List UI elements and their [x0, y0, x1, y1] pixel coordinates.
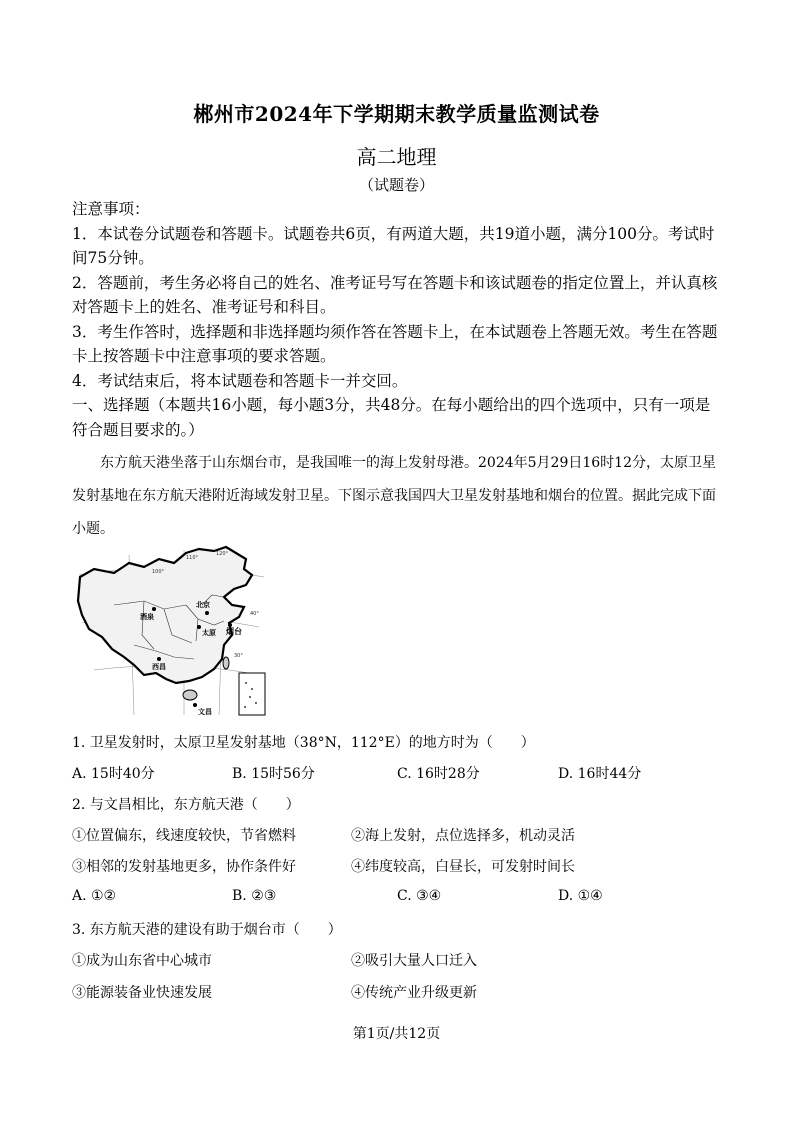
question-intro: 东方航天港坐落于山东烟台市，是我国唯一的海上发射母港。2024年5月29日16时12分，太原卫星发射基地在东方航天港附近海域发射卫星。下图示意我国四大卫星发射基地和烟台的位置。据此完成下面小题。	[72, 455, 716, 537]
xichang-marker	[157, 657, 161, 661]
question-3-stem: 3. 东方航天港的建设有助于烟台市（ ）	[72, 922, 342, 938]
q2-option-b[interactable]: B. ②③	[232, 888, 277, 904]
q2-option-d[interactable]: D. ①④	[558, 888, 603, 904]
note-item: 4．考试结束后，将本试题卷和答题卡一并交回。	[72, 371, 408, 390]
question-2-stem: 2. 与文昌相比，东方航天港（ ）	[72, 797, 300, 813]
paper-type: （试题卷）	[358, 176, 434, 194]
lon-110-label: 110°	[186, 555, 199, 561]
china-map-figure	[74, 545, 274, 723]
wenchang-marker	[193, 703, 197, 707]
south-china-sea-inset	[239, 673, 265, 715]
q2-statement-1: ①位置偏东，线速度较快，节省燃料	[72, 828, 296, 844]
notes-heading: 注意事项：	[72, 200, 150, 218]
yantai-label: 烟台	[226, 627, 242, 636]
q1-option-a[interactable]: A. 15时40分	[72, 766, 155, 782]
subject-title: 高二地理	[356, 145, 437, 169]
note-item: 2．答题前，考生务必将自己的姓名、准考证号写在答题卡和该试题卷的指定位置上，并认真核对答题卡上的姓名、准考证号和科目。	[72, 273, 718, 316]
q2-option-a[interactable]: A. ①②	[72, 888, 117, 904]
taiyuan-label: 太原	[202, 629, 216, 637]
note-item: 3．考生作答时，选择题和非选择题均须作答在答题卡上，在本试题卷上答题无效。考生在答题卡上按答题卡中注意事项的要求答题。	[72, 322, 718, 365]
q3-statement-4: ④传统产业升级更新	[351, 985, 477, 1001]
page-number: 第1页/共12页	[352, 1026, 441, 1042]
section-heading: 一、选择题（本题共16小题，每小题3分，共48分。在每小题给出的四个选项中，只有一项是符合题目要求的。）	[72, 396, 711, 439]
q3-statement-2: ②吸引大量人口迁入	[351, 953, 477, 969]
taiwan-base-marker	[197, 625, 201, 629]
q3-statement-1: ①成为山东省中心城市	[72, 953, 212, 969]
hainan-island	[183, 690, 197, 700]
xichang-label: 西昌	[152, 663, 166, 671]
lon-120-label: 120°	[216, 551, 229, 557]
exam-title: 郴州市2024年下学期期末教学质量监测试卷	[193, 102, 600, 126]
exam-notes	[72, 197, 724, 442]
q1-option-b[interactable]: B. 15时56分	[232, 766, 315, 782]
lon-100-label: 100°	[152, 569, 165, 575]
lat-40-label: 40°	[250, 611, 259, 617]
q2-statement-4: ④纬度较高，白昼长，可发射时间长	[351, 859, 575, 875]
jiuquan-label: 酒泉	[140, 613, 154, 621]
beijing-marker	[205, 611, 209, 615]
q2-statement-3: ③相邻的发射基地更多，协作条件好	[72, 859, 296, 875]
q2-option-c[interactable]: C. ③④	[397, 888, 442, 904]
q1-option-c[interactable]: C. 16时28分	[397, 766, 480, 782]
question-1-stem: 1. 卫星发射时，太原卫星发射基地（38°N，112°E）的地方时为（ ）	[72, 735, 535, 751]
lat-30-label: 30°	[234, 653, 243, 659]
wenchang-label: 文昌	[198, 708, 212, 716]
beijing-label: 北京	[196, 601, 210, 609]
q3-statement-3: ③能源装备业快速发展	[72, 985, 212, 1001]
q1-option-d[interactable]: D. 16时44分	[558, 766, 642, 782]
note-item: 1．本试卷分试题卷和答题卡。试题卷共6页，有两道大题，共19道小题，满分100分。考试时间75分钟。	[72, 224, 715, 267]
jiuquan-marker	[152, 607, 156, 611]
taiwan-island	[223, 657, 229, 669]
q2-statement-2: ②海上发射，点位选择多，机动灵活	[351, 828, 575, 844]
